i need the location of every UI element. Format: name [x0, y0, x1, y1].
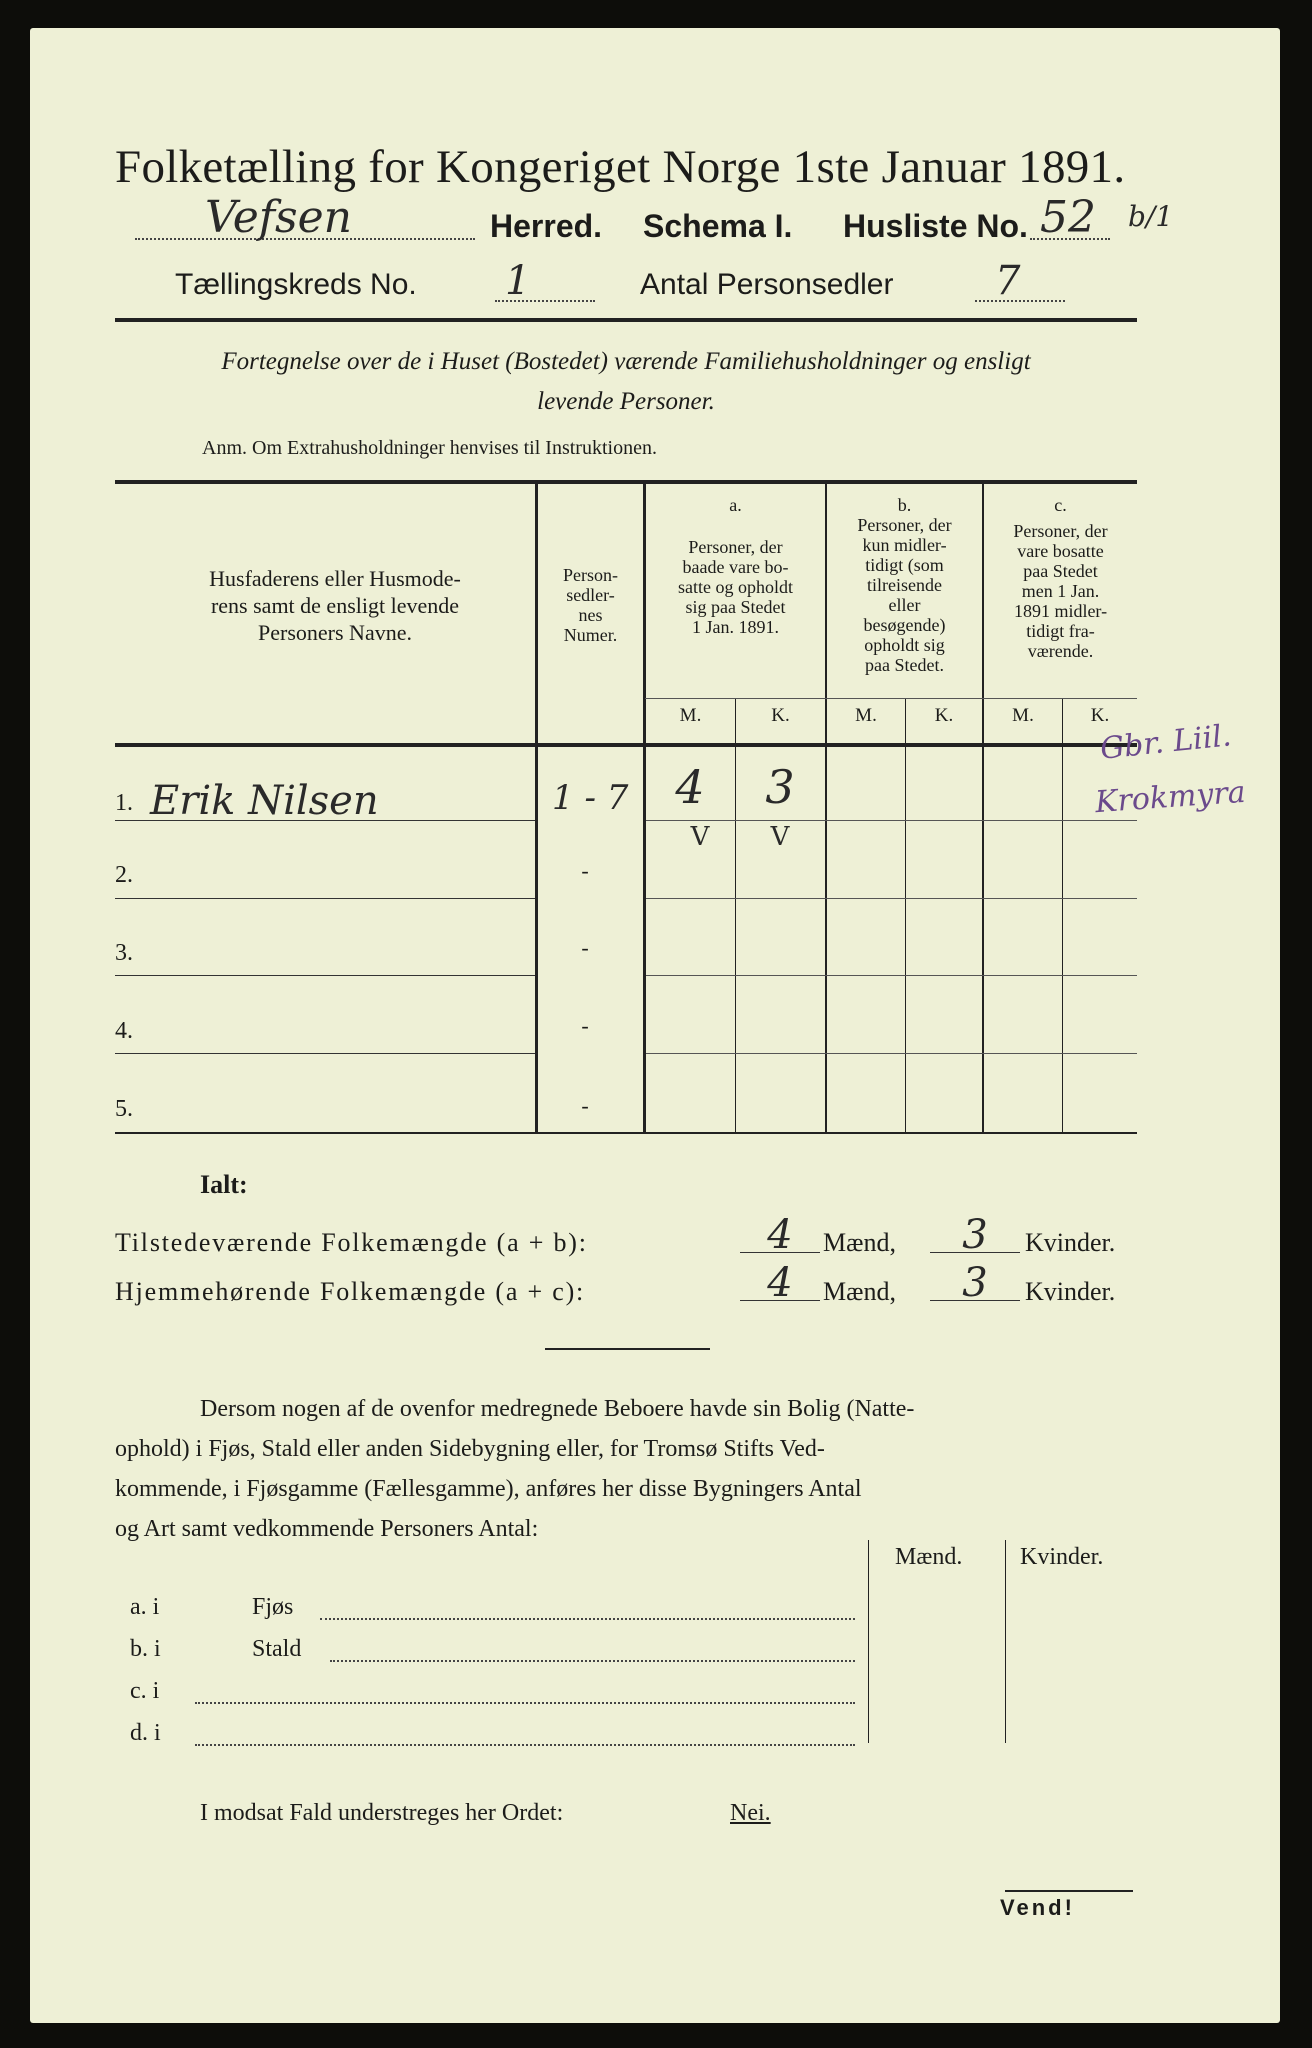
row-4-rule — [115, 1053, 535, 1054]
bld-row-b-letter: b. i — [130, 1636, 161, 1662]
row-number: 5. — [115, 1096, 133, 1122]
row-1-a-m-check: V — [690, 822, 710, 852]
bld-row-d-line — [195, 1744, 855, 1746]
herred-label: Herred. — [490, 208, 603, 244]
header-col-c: c. Personer, der vare bosatte paa Stedet men 1 Jan. 1891 midler- tidigt fra- værende. — [1013, 495, 1108, 661]
subtitle-2: levende Personer. — [537, 388, 715, 415]
kreds-value: 1 — [505, 258, 531, 304]
row-number: 2. — [115, 862, 133, 888]
schema-label: Schema I. — [643, 208, 793, 244]
vend-rule — [1005, 1890, 1133, 1892]
row-2-rule — [115, 898, 535, 899]
row-number: 1. — [115, 790, 133, 816]
antal-label: Antal Personsedler — [640, 268, 894, 301]
margin-note-1: Gbr. Liil. — [1098, 718, 1234, 767]
form-title: Folketælling for Kongeriget Norge 1ste Januar 1891. — [115, 141, 1126, 193]
header-col-b: b. Personer, der kun midler- tidigt (som tilreisende eller besøgende) opholdt sig paa Stedet. — [857, 495, 952, 675]
row-1-a-k-check: V — [770, 822, 790, 852]
modsat-word: Nei. — [730, 1800, 771, 1826]
row-3-number: - — [581, 935, 589, 960]
antal-value: 7 — [995, 258, 1021, 304]
bld-row-a-letter: a. i — [130, 1594, 160, 1620]
modsat-text: I modsat Fald understreges her Ordet: — [200, 1800, 564, 1826]
row-number: 3. — [115, 940, 133, 966]
paragraph-line-2: ophold) i Fjøs, Stald eller anden Sidebygning eller, for Tromsø Stifts Ved- — [115, 1436, 825, 1462]
bld-row-d-letter: d. i — [130, 1720, 161, 1746]
row-1-name: Erik Nilsen — [150, 778, 379, 824]
bld-row-a-name: Fjøs — [252, 1594, 294, 1620]
row-2-number: - — [581, 858, 589, 883]
row-1-a-k: 3 — [765, 760, 795, 814]
b-k-label: K. — [934, 705, 954, 726]
vend-label: Vend! — [1000, 1895, 1075, 1920]
bld-row-c-letter: c. i — [130, 1678, 160, 1704]
tilstede-k-label: Kvinder. — [1025, 1228, 1116, 1257]
row-1-number: 1 - 7 — [552, 778, 629, 818]
husliste-value: 52 — [1040, 192, 1096, 243]
margin-note-2: Krokmyra — [1093, 774, 1247, 821]
header-number: Person- sedler- nes Numer. — [563, 565, 618, 645]
b-m-label: M. — [855, 705, 877, 726]
tilstede-k-value: 3 — [962, 1212, 988, 1258]
anm-note: Anm. Om Extrahusholdninger henvises til Instruktionen. — [202, 437, 657, 459]
tilstede-label: Tilstedeværende Folkemængde (a + b): — [115, 1228, 588, 1257]
tilstede-m-label: Mænd, — [823, 1228, 896, 1257]
a-k-label: K. — [771, 705, 790, 726]
bld-divider-1 — [868, 1540, 869, 1743]
hjemme-m-label: Mænd, — [823, 1277, 896, 1306]
paragraph-line-3: kommende, i Fjøsgamme (Fællesgamme), anføres her disse Bygningers Antal — [115, 1476, 862, 1502]
row-number: 4. — [115, 1018, 133, 1044]
bld-divider-2 — [1005, 1540, 1006, 1743]
husliste-label: Husliste No. — [843, 208, 1028, 244]
hjemme-k-label: Kvinder. — [1025, 1277, 1116, 1306]
hjemme-m-value: 4 — [767, 1260, 793, 1306]
table-bottom-rule — [115, 1132, 1137, 1134]
hjemme-label: Hjemmehørende Folkemængde (a + c): — [115, 1277, 586, 1306]
bld-row-a-line — [320, 1618, 855, 1620]
hjemme-k-value: 3 — [962, 1260, 988, 1306]
row-3-rule-right — [646, 975, 1137, 976]
bld-row-b-line — [330, 1660, 855, 1662]
husliste-suffix: b/1 — [1128, 200, 1174, 233]
ialt-label: Ialt: — [200, 1170, 248, 1199]
row-3-rule — [115, 975, 535, 976]
title-rule — [115, 318, 1137, 322]
tilstede-m-value: 4 — [767, 1212, 793, 1258]
header-col-a: a. Personer, der baade vare bo- satte og opholdt sig paa Stedet 1 Jan. 1891. — [678, 495, 793, 637]
row-5-number: - — [581, 1093, 589, 1118]
c-k-label: K. — [1090, 705, 1110, 726]
row-4-rule-right — [646, 1053, 1137, 1054]
row-1-rule-right — [646, 820, 1137, 821]
kreds-label: Tællingskreds No. — [175, 268, 417, 301]
row-1-a-m: 4 — [675, 760, 705, 814]
bld-row-b-name: Stald — [252, 1636, 302, 1662]
bld-kvinder-header: Kvinder. — [1020, 1544, 1104, 1570]
herred-value: Vefsen — [205, 192, 353, 243]
col-divider-ck — [1062, 698, 1063, 1132]
bld-row-c-line — [195, 1702, 855, 1704]
a-m-label: M. — [679, 705, 702, 726]
paragraph-line-1: Dersom nogen af de ovenfor medregnede Beboere havde sin Bolig (Natte- — [200, 1396, 915, 1422]
section-divider — [545, 1348, 710, 1350]
col-divider-bk — [905, 698, 906, 1132]
paragraph-line-4: og Art samt vedkommende Personers Antal: — [115, 1516, 539, 1542]
c-m-label: M. — [1012, 705, 1034, 726]
census-form — [30, 28, 1280, 2023]
bld-maend-header: Mænd. — [895, 1544, 963, 1570]
subtitle: Fortegnelse over de i Huset (Bostedet) værende Familiehusholdninger og ensligt — [221, 348, 1031, 375]
row-2-rule-right — [646, 898, 1137, 899]
row-4-number: - — [581, 1013, 589, 1038]
header-name: Husfaderens eller Husmode- rens samt de ensligt levende Personers Navne. — [209, 566, 461, 645]
col-divider-ak — [735, 698, 736, 1132]
mk-rule — [645, 698, 1137, 699]
